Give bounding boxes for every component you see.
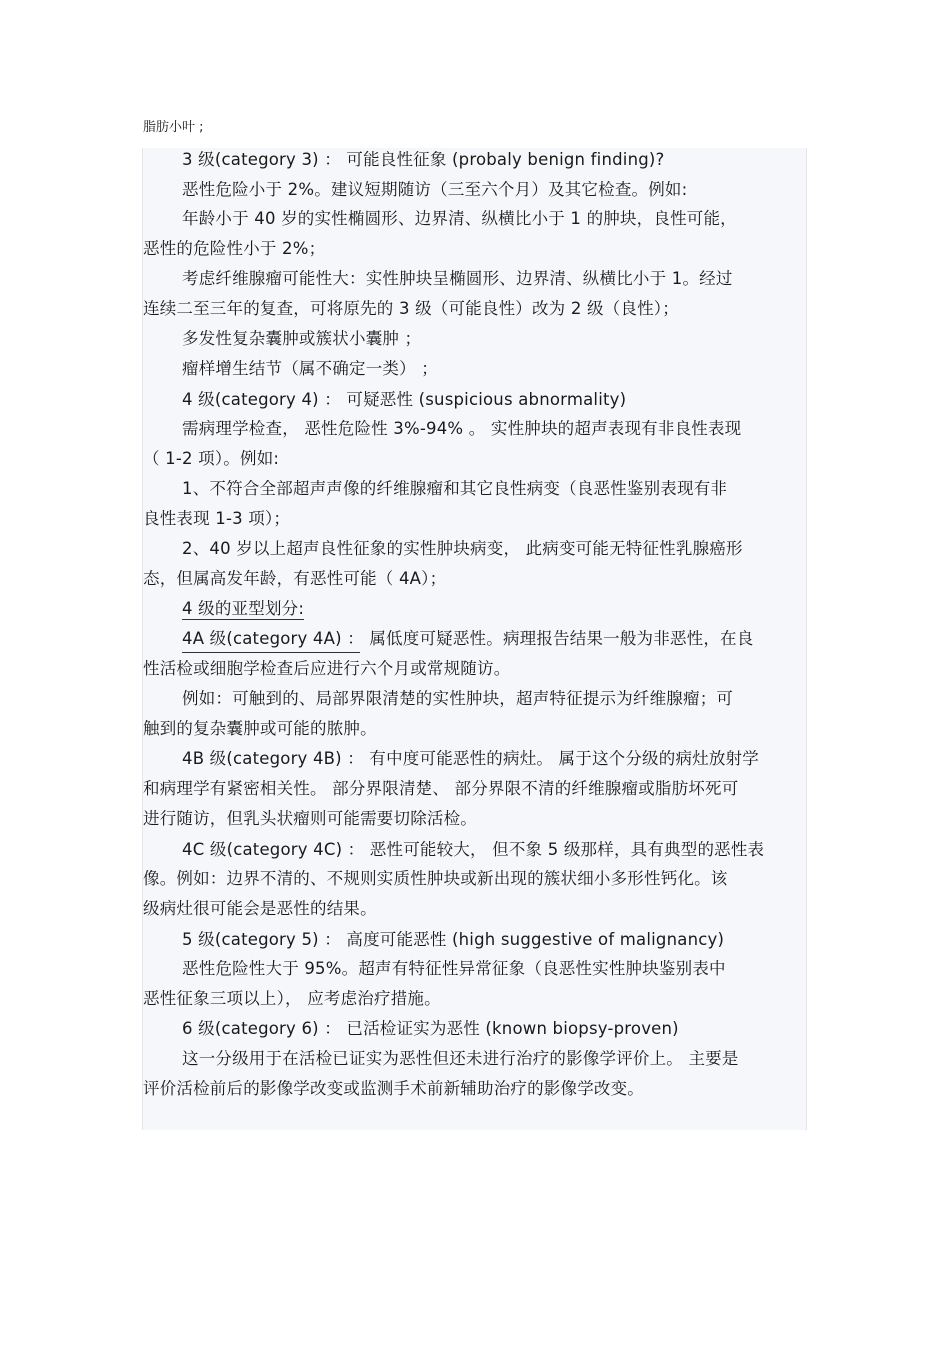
paragraph-line: 多发性复杂囊肿或簇状小囊肿 ；	[182, 329, 422, 348]
paragraph-line: 态，但属高发年龄，有恶性可能（ 4A）；	[143, 569, 447, 588]
paragraph-line: 评价活检前后的影像学改变或监测手术前新辅助治疗的影像学改变。	[143, 1079, 644, 1098]
paragraph-line: 性活检或细胞学检查后应进行六个月或常规随访。	[143, 659, 511, 678]
category-4a-heading: 4A 级(category 4A) ： 属低度可疑恶性。病理报告结果一般为非恶性，在良	[182, 629, 754, 648]
paragraph-line: 2、40 岁以上超声良性征象的实性肿块病变， 此病变可能无特征性乳腺癌形	[182, 539, 743, 558]
paragraph-line: 连续二至三年的复查，可将原先的 3 级（可能良性）改为 2 级（良性）；	[143, 299, 679, 318]
paragraph-line: 这一分级用于在活检已证实为恶性但还未进行治疗的影像学评价上。 主要是	[182, 1049, 739, 1068]
paragraph-line: （ 1-2 项）。例如:	[143, 449, 280, 468]
subtype-heading-text: 4 级的亚型划分:	[182, 599, 305, 618]
paragraph-line: 年龄小于 40 岁的实性椭圆形、边界清、纵横比小于 1 的肿块，良性可能，	[182, 209, 737, 228]
paragraph-line: 级病灶很可能会是恶性的结果。	[143, 899, 377, 918]
paragraph-line: 良性表现 1-3 项）；	[143, 509, 291, 528]
paragraph-line: 1、不符合全部超声声像的纤维腺瘤和其它良性病变（良恶性鉴别表现有非	[182, 479, 728, 498]
paragraph-line: 恶性危险小于 2%。建议短期随访（三至六个月）及其它检查。例如:	[182, 180, 688, 199]
paragraph-line: 恶性危险性大于 95%。超声有特征性异常征象（良恶性实性肿块鉴别表中	[182, 959, 726, 978]
paragraph-line: 例如：可触到的、局部界限清楚的实性肿块，超声特征提示为纤维腺瘤；可	[182, 689, 734, 708]
paragraph-line: 考虑纤维腺瘤可能性大：实性肿块呈椭圆形、边界清、纵横比小于 1。经过	[182, 269, 733, 288]
paragraph-line: 恶性征象三项以上）， 应考虑治疗措施。	[143, 989, 441, 1008]
paragraph-line: 触到的复杂囊肿或可能的脓肿。	[143, 719, 377, 738]
category-3-heading: 3 级(category 3) ： 可能良性征象 (probaly benign finding)?	[182, 150, 665, 169]
category-4-heading: 4 级(category 4) ： 可疑恶性 (suspicious abnormality)	[182, 390, 627, 409]
paragraph-line: 瘤样增生结节（属不确定一类） ；	[182, 359, 438, 378]
category-4a-underline	[182, 652, 360, 653]
category-4c-heading: 4C 级(category 4C) ： 恶性可能较大， 但不象 5 级那样，具有典型的恶性表	[182, 840, 765, 859]
paragraph-line: 像。例如：边界不清的、不规则实质性肿块或新出现的簇状细小多形性钙化。该	[143, 869, 728, 888]
subtype-heading	[182, 594, 807, 624]
category-6-heading: 6 级(category 6) ： 已活检证实为恶性 (known biopsy-proven)	[182, 1019, 679, 1038]
category-5-heading: 5 级(category 5) ： 高度可能恶性 (high suggestive of malignancy)	[182, 930, 725, 949]
paragraph-line: 恶性的危险性小于 2%；	[143, 239, 326, 258]
paragraph-line: 和病理学有紧密相关性。 部分界限清楚、 部分界限不清的纤维腺瘤或脂肪坏死可	[143, 779, 739, 798]
paragraph-line: 进行随访，但乳头状瘤则可能需要切除活检。	[143, 809, 477, 828]
paragraph-line: 需病理学检查， 恶性危险性 3%-94% 。 实性肿块的超声表现有非良性表现	[182, 419, 742, 438]
top-note: 脂肪小叶 ;	[143, 120, 204, 135]
category-4b-heading: 4B 级(category 4B) ： 有中度可能恶性的病灶。 属于这个分级的病灶放射学	[182, 749, 759, 768]
